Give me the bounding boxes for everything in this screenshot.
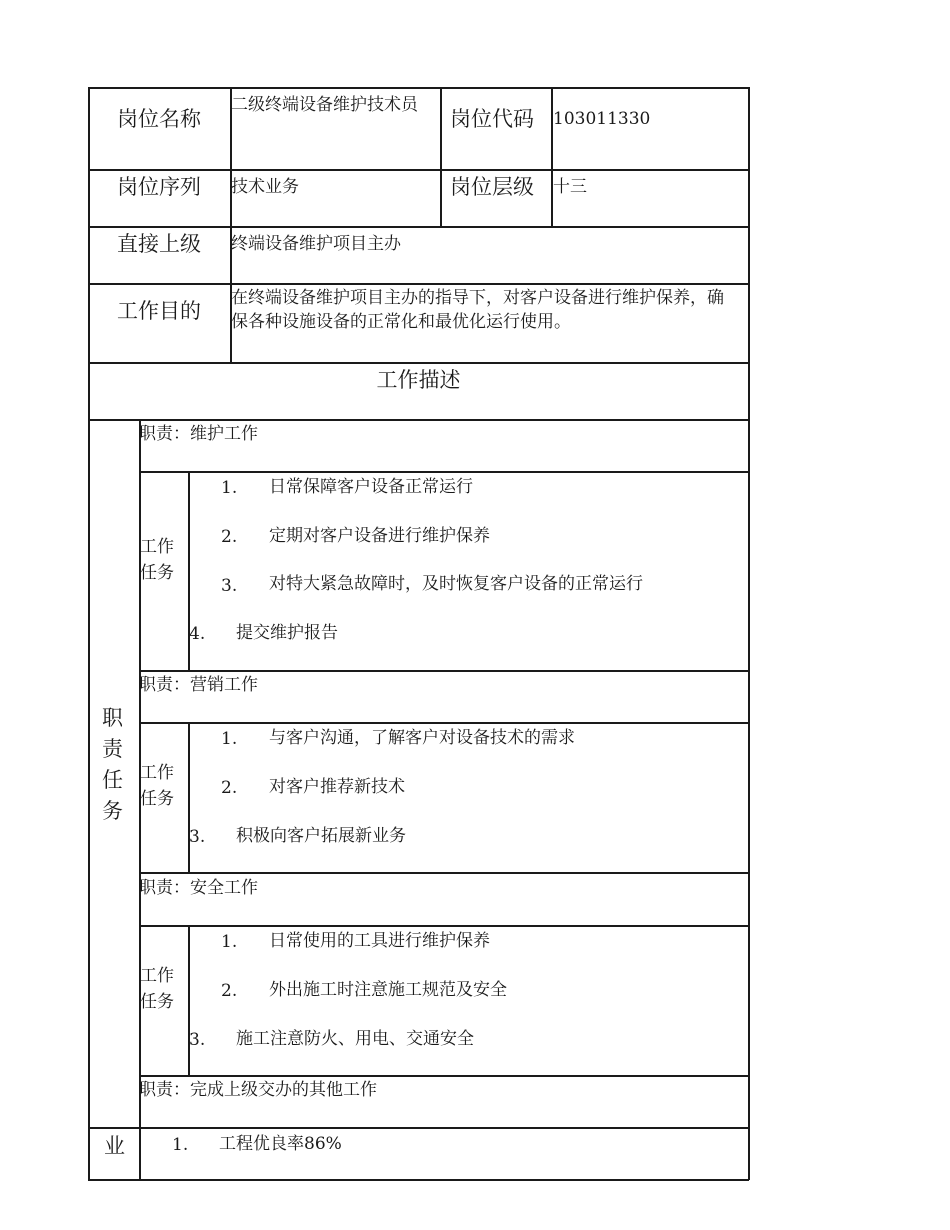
row-divider: [139, 872, 749, 874]
duty-title: 职责：营销工作: [139, 675, 258, 695]
task-label: 工作任务: [140, 763, 174, 809]
task-label: 工作任务: [140, 966, 174, 1012]
task-item: 积极向客户拓展新业务: [236, 826, 406, 846]
row-divider: [88, 1127, 749, 1129]
performance-label: 业: [104, 1134, 125, 1158]
table-border-bottom: [88, 1179, 749, 1181]
table-border-left: [88, 87, 90, 1180]
task-number: 1.: [221, 932, 238, 952]
table-border-top: [88, 87, 749, 89]
task-item: 对客户推荐新技术: [269, 777, 405, 797]
task-number: 3.: [221, 576, 238, 596]
row-divider: [88, 419, 749, 421]
task-item: 外出施工时注意施工规范及安全: [269, 980, 507, 1000]
task-number: 2.: [221, 527, 238, 547]
row-divider: [139, 722, 749, 724]
position-series-label: 岗位序列: [117, 175, 201, 199]
task-number: 2.: [221, 981, 238, 1001]
table-border-right: [748, 87, 750, 1180]
column-divider: [188, 722, 190, 872]
task-number: 1.: [221, 478, 238, 498]
position-level-label: 岗位层级: [450, 175, 534, 199]
row-divider: [139, 471, 749, 473]
performance-number: 1.: [172, 1135, 189, 1155]
row-divider: [88, 283, 749, 285]
duty-title: 职责：完成上级交办的其他工作: [139, 1080, 377, 1100]
row-divider: [88, 226, 749, 228]
task-item: 日常保障客户设备正常运行: [269, 477, 473, 497]
row-divider: [139, 670, 749, 672]
row-divider: [88, 169, 749, 171]
task-item: 定期对客户设备进行维护保养: [269, 526, 490, 546]
supervisor-value: 终端设备维护项目主办: [231, 234, 401, 254]
row-divider: [88, 362, 749, 364]
position-series-value: 技术业务: [231, 177, 299, 197]
duties-label: 职责任务: [102, 706, 123, 823]
work-description-title: 工作描述: [376, 368, 461, 392]
performance-item: 工程优良率86%: [219, 1134, 342, 1154]
job-description-table: [88, 87, 749, 1180]
column-divider: [440, 87, 442, 226]
task-number: 3.: [189, 1030, 206, 1050]
position-code-value: 103011330: [553, 109, 651, 129]
position-code-label: 岗位代码: [450, 107, 534, 131]
purpose-value: 在终端设备维护项目主办的指导下，对客户设备进行维护保养，确保各种设施设备的正常化和最优化运行使用。: [231, 288, 724, 332]
duty-title: 职责：安全工作: [139, 878, 258, 898]
position-name-value: 二级终端设备维护技术员: [231, 95, 418, 115]
position-level-value: 十三: [553, 177, 587, 197]
task-item: 提交维护报告: [236, 623, 338, 643]
column-divider: [188, 925, 190, 1075]
row-divider: [139, 1075, 749, 1077]
task-item: 施工注意防火、用电、交通安全: [236, 1029, 474, 1049]
supervisor-label: 直接上级: [117, 232, 201, 256]
position-name-label: 岗位名称: [117, 107, 201, 131]
task-label: 工作任务: [140, 537, 174, 583]
task-number: 1.: [221, 729, 238, 749]
row-divider: [139, 925, 749, 927]
task-item: 与客户沟通，了解客户对设备技术的需求: [269, 728, 575, 748]
task-number: 2.: [221, 778, 238, 798]
purpose-label: 工作目的: [117, 299, 201, 323]
task-item: 对特大紧急故障时，及时恢复客户设备的正常运行: [269, 574, 643, 594]
task-number: 4.: [189, 624, 206, 644]
duty-title: 职责：维护工作: [139, 424, 258, 444]
task-item: 日常使用的工具进行维护保养: [269, 931, 490, 951]
task-number: 3.: [189, 827, 206, 847]
